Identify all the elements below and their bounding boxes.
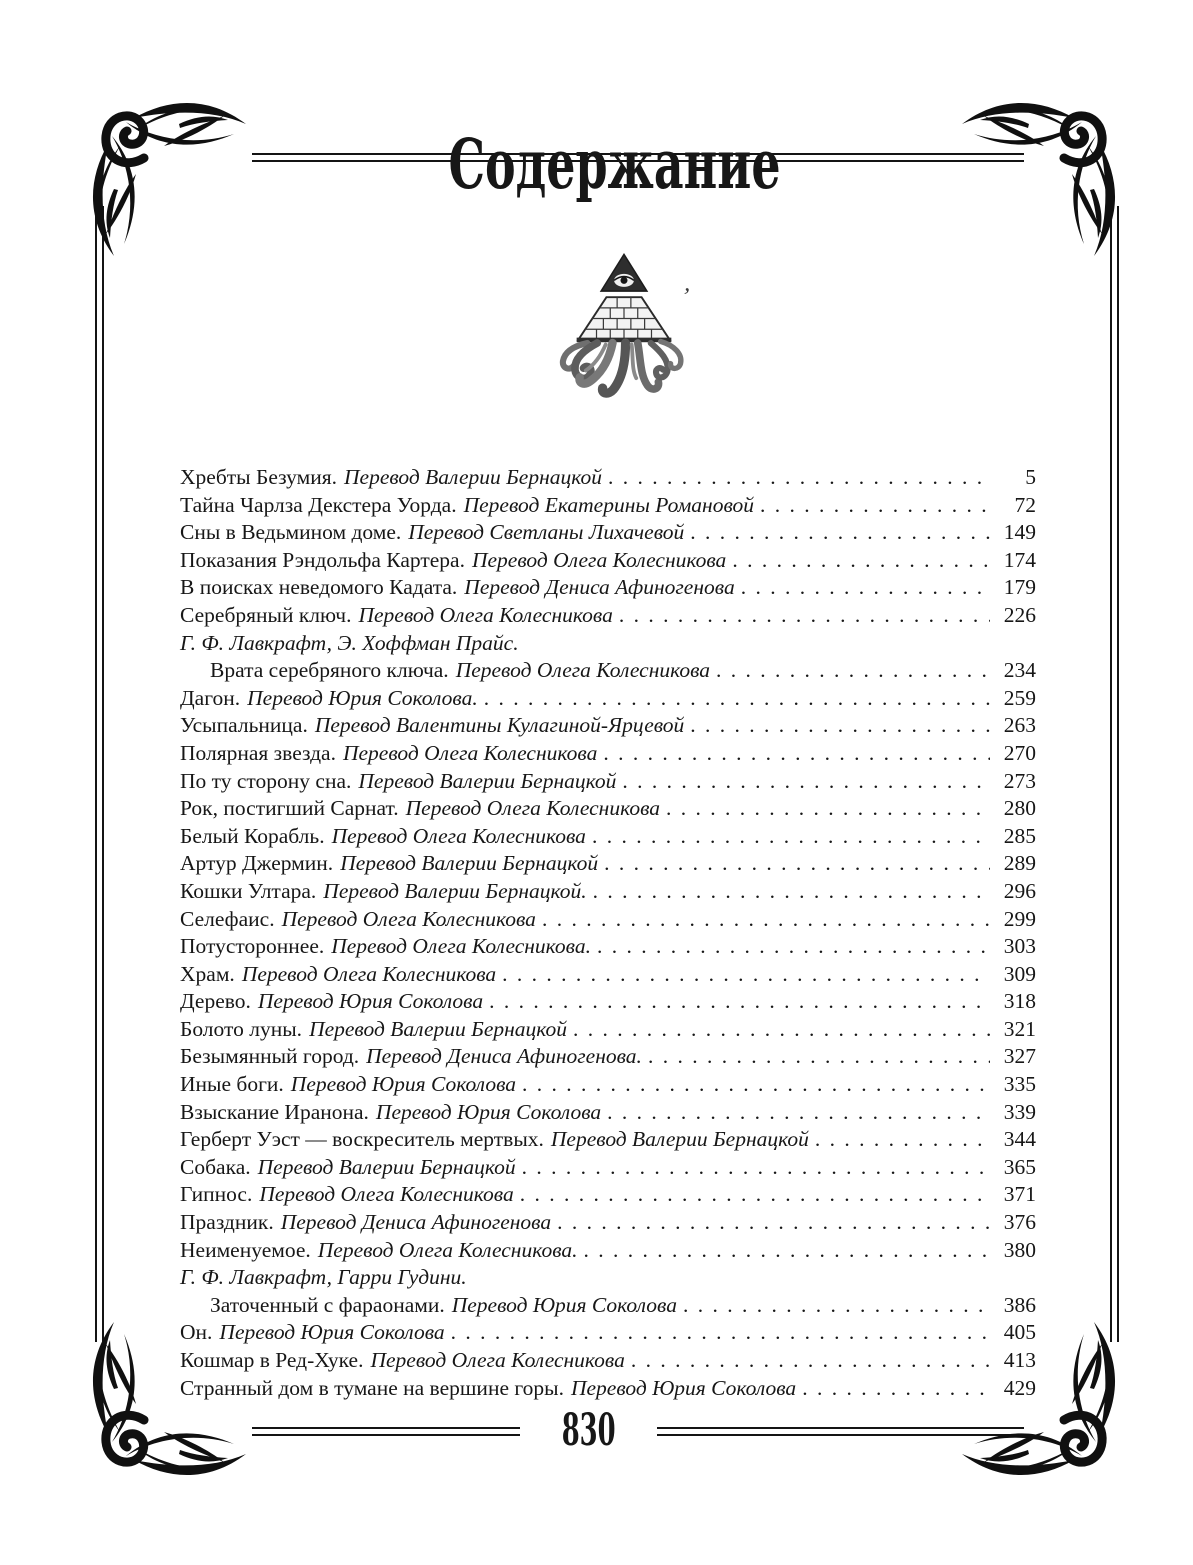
frame-line-bottom-left [252, 1427, 520, 1436]
toc-entry-page-number: 226 [1003, 602, 1036, 627]
toc-entry-page-number: 270 [1003, 740, 1036, 765]
toc-entry [180, 574, 1036, 602]
toc-entry-translator: Перевод Олега Колесникова [455, 658, 711, 683]
toc-entry [180, 740, 1036, 768]
cthulhu-pyramid-eye-icon [540, 246, 708, 414]
toc-entry [180, 602, 1036, 630]
toc-dot-leader [796, 1375, 990, 1403]
toc-entry-page-number: 327 [1003, 1044, 1036, 1069]
toc-entry [180, 464, 1036, 492]
toc-dot-leader [735, 574, 990, 602]
toc-entry-translator: Перевод Екатерины Романовой [463, 492, 755, 517]
toc-entry [180, 1319, 1036, 1347]
toc-entry-title: Странный дом в тумане на вершине горы. [180, 1375, 564, 1400]
toc-entry-title: Заточенный с фараонами. [210, 1292, 445, 1317]
toc-entry-title: Полярная звезда. [180, 740, 336, 765]
toc-dot-leader [625, 1347, 990, 1375]
toc-entry-page-number: 259 [1003, 685, 1036, 710]
toc-entry-title: Он. [180, 1320, 213, 1345]
toc-entry-translator: Перевод Валерии Бернацкой [358, 768, 617, 793]
toc-entry-translator: Перевод Олега Колесникова [370, 1348, 625, 1372]
toc-entry [180, 1099, 1036, 1127]
toc-entry-title: Болото луны. [180, 1016, 303, 1041]
toc-entry-title: Тайна Чарлза Декстера Уорда. [180, 492, 457, 517]
toc-entry-title: Серебряный ключ. [180, 602, 352, 627]
toc-entry [180, 768, 1036, 796]
scan-artifact-mark: ’ [680, 283, 692, 311]
toc-entry-page-number: 321 [1003, 1016, 1036, 1041]
toc-entry [180, 906, 1036, 934]
toc-entry-translator: Перевод Валерии Бернацкой. [323, 878, 587, 903]
toc-entry-title: Храм. [180, 961, 235, 986]
toc-entry [180, 1209, 1036, 1237]
toc-entry-title: Гипнос. [180, 1182, 253, 1207]
toc-entry-page-number: 371 [1003, 1182, 1036, 1207]
toc-entry [180, 1375, 1036, 1403]
toc-entry-translator: Перевод Олега Колесникова [342, 740, 598, 765]
toc-entry-page-number: 296 [1003, 878, 1036, 903]
toc-dot-leader [684, 712, 990, 740]
toc-entry [180, 1071, 1036, 1099]
toc-entry-title: Дагон. [180, 685, 241, 710]
toc-entry [180, 878, 1036, 906]
toc-entry [180, 961, 1036, 989]
toc-entry-page-number: 386 [1003, 1292, 1036, 1317]
toc-entry-page-number: 285 [1003, 823, 1036, 848]
toc-entry-translator: Перевод Юрия Соколова [290, 1072, 517, 1097]
toc-entry [180, 1154, 1036, 1182]
toc-entry-page-number: 234 [1003, 658, 1036, 683]
toc-entry [180, 850, 1036, 878]
toc-entry-translator: Перевод Валентины Кулагиной-Ярцевой [314, 713, 685, 738]
toc-entry-translator: Перевод Олега Колесникова [358, 602, 613, 627]
toc-entry-translator: Перевод Юрия Соколова [219, 1320, 445, 1345]
toc-entry-translator: Перевод Олега Колесникова. [331, 934, 591, 959]
toc-entry-page-number: 303 [1003, 934, 1036, 959]
toc-dot-leader [677, 1292, 990, 1320]
page-title [0, 124, 1193, 206]
toc-entry-translator: Перевод Валерии Бернацкой [550, 1127, 809, 1152]
toc-entry [180, 630, 1036, 658]
toc-entry-translator: Перевод Олега Колесникова [281, 906, 536, 931]
toc-entry-page-number: 149 [1003, 520, 1036, 545]
toc-entry-title: Собака. [180, 1154, 251, 1179]
toc-entry-title: В поисках неведомого Кадата. [180, 575, 458, 600]
toc-entry-translator: Перевод Юрия Соколова [375, 1099, 602, 1124]
toc-entry-page-number: 405 [1003, 1320, 1036, 1345]
toc-dot-leader [754, 492, 990, 520]
toc-entry-translator: Перевод Юрия Соколова [570, 1375, 797, 1400]
toc-entry-title: Дерево. [180, 989, 251, 1014]
toc-dot-leader [516, 1154, 990, 1182]
toc-entry-page-number: 365 [1003, 1154, 1036, 1179]
toc-dot-leader [536, 906, 990, 934]
toc-dot-leader [586, 823, 990, 851]
toc-entry [180, 1347, 1036, 1375]
toc-entry-page-number: 429 [1003, 1375, 1036, 1400]
toc-entry-title: Герберт Уэст — воскреситель мертвых. [180, 1127, 544, 1152]
toc-entry [180, 795, 1036, 823]
toc-entry-title: Кошки Ултара. [180, 878, 317, 903]
toc-entry-title: Г. Ф. Лавкрафт, Э. Хоффман Прайс. [180, 630, 519, 655]
toc-dot-leader [496, 961, 990, 989]
toc-entry-page-number: 413 [1003, 1348, 1036, 1372]
toc-entry-title: Усыпальница. [180, 713, 308, 738]
toc-entry-title: Взыскание Иранона. [180, 1099, 369, 1124]
toc-entry [180, 519, 1036, 547]
toc-entry [180, 1043, 1036, 1071]
toc-entry-title: Хребты Безумия. [180, 465, 338, 489]
toc-entry [180, 1181, 1036, 1209]
toc-entry-title: Сны в Ведьмином доме. [180, 520, 402, 545]
toc-dot-leader [684, 519, 990, 547]
toc-entry-title: Г. Ф. Лавкрафт, Гарри Гудини. [180, 1265, 467, 1290]
toc-entry-page-number: 339 [1003, 1099, 1036, 1124]
toc-dot-leader [514, 1181, 990, 1209]
toc-entry-translator: Перевод Светланы Лихачевой [408, 520, 685, 545]
toc-entry [180, 988, 1036, 1016]
toc-entry [180, 823, 1036, 851]
toc-entry [180, 1237, 1036, 1265]
toc-dot-leader [613, 602, 990, 630]
toc-entry-translator: Перевод Олега Колесникова [259, 1182, 514, 1207]
toc-entry-translator: Перевод Валерии Бернацкой [257, 1154, 516, 1179]
folio-number: 830 [561, 1403, 616, 1456]
toc-entry [180, 933, 1036, 961]
toc-entry-translator: Перевод Дениса Афиногенова [280, 1210, 552, 1235]
toc-dot-leader [726, 547, 990, 575]
folio [520, 1403, 657, 1456]
toc-dot-leader [478, 685, 990, 713]
toc-entry-translator: Перевод Валерии Бернацкой [309, 1016, 568, 1041]
toc-entry-translator: Перевод Юрия Соколова. [247, 685, 478, 710]
toc-dot-leader [578, 1237, 990, 1265]
toc-entry-translator: Перевод Юрия Соколова [257, 989, 484, 1014]
toc-entry-translator: Перевод Юрия Соколова [451, 1292, 677, 1317]
toc-entry-page-number: 5 [1025, 465, 1036, 489]
page-title-text: Содержание [448, 124, 782, 206]
toc-entry-translator: Перевод Олега Колесникова [471, 547, 727, 572]
toc-entry-translator: Перевод Олега Колесникова. [317, 1237, 578, 1262]
toc-entry-page-number: 273 [1003, 768, 1036, 793]
toc-dot-leader [598, 850, 990, 878]
toc-entry-page-number: 376 [1003, 1210, 1036, 1235]
toc-entry-page-number: 318 [1003, 989, 1036, 1014]
toc-entry-title: Кошмар в Ред-Хуке. [180, 1348, 364, 1372]
toc-entry-translator: Перевод Олега Колесникова [241, 961, 497, 986]
toc-entry-title: Потустороннее. [180, 934, 325, 959]
toc-entry-title: Селефаис. [180, 906, 275, 931]
toc-entry [180, 1292, 1036, 1320]
toc-dot-leader [516, 1071, 990, 1099]
toc-dot-leader [597, 740, 990, 768]
toc-entry-title: Безымянный город. [180, 1044, 360, 1069]
toc-entry-page-number: 263 [1003, 713, 1036, 738]
toc-dot-leader [601, 1099, 990, 1127]
toc-entry-page-number: 72 [1014, 492, 1036, 517]
toc-entry-title: Иные боги. [180, 1072, 284, 1097]
toc-entry-page-number: 289 [1003, 851, 1036, 876]
toc-dot-leader [551, 1209, 990, 1237]
toc-entry-page-number: 335 [1003, 1072, 1036, 1097]
toc-dot-leader [660, 795, 990, 823]
toc-dot-leader [445, 1319, 990, 1347]
toc-entry [180, 547, 1036, 575]
toc-entry [180, 1264, 1036, 1292]
toc-entry-title: Белый Корабль. [180, 823, 325, 848]
frame-line-right [1110, 206, 1119, 1342]
toc-entry-page-number: 179 [1003, 575, 1036, 600]
toc-entry-translator: Перевод Валерии Бернацкой [340, 851, 599, 876]
toc-dot-leader [602, 464, 990, 492]
toc-dot-leader [567, 1016, 990, 1044]
toc-dot-leader [587, 878, 990, 906]
toc-entry [180, 1016, 1036, 1044]
toc-entry [180, 657, 1036, 685]
toc-entry-title: Врата серебряного ключа. [210, 658, 449, 683]
toc-entry-page-number: 309 [1003, 961, 1036, 986]
toc-dot-leader [809, 1126, 990, 1154]
toc-entry-title: Рок, постигший Сарнат. [180, 796, 399, 821]
toc-dot-leader [483, 988, 990, 1016]
toc-entry-page-number: 280 [1003, 796, 1036, 821]
toc-entry-title: Артур Джермин. [180, 851, 334, 876]
toc-entry-title: Праздник. [180, 1210, 274, 1235]
toc-entry-page-number: 380 [1003, 1237, 1036, 1262]
toc-entry-translator: Перевод Олега Колесникова [405, 796, 661, 821]
toc-dot-leader [710, 657, 990, 685]
toc-dot-leader [642, 1043, 990, 1071]
toc-list [180, 464, 1036, 1402]
frame-line-left [95, 206, 104, 1342]
toc-entry-page-number: 299 [1003, 906, 1036, 931]
toc-entry [180, 712, 1036, 740]
toc-entry [180, 685, 1036, 713]
toc-dot-leader [591, 933, 990, 961]
toc-entry [180, 1126, 1036, 1154]
toc-entry-title: Показания Рэндольфа Картера. [180, 547, 465, 572]
toc-entry-page-number: 344 [1003, 1127, 1036, 1152]
toc-entry-title: Неименуемое. [180, 1237, 311, 1262]
toc-entry-translator: Перевод Валерии Бернацкой [344, 465, 602, 489]
toc-dot-leader [616, 768, 990, 796]
toc-entry-title: По ту сторону сна. [180, 768, 352, 793]
toc-entry [180, 492, 1036, 520]
toc-entry-translator: Перевод Дениса Афиногенова. [366, 1044, 642, 1069]
toc-entry-page-number: 174 [1003, 547, 1036, 572]
toc-entry-translator: Перевод Олега Колесникова [331, 823, 586, 848]
toc-entry-translator: Перевод Дениса Афиногенова [464, 575, 735, 600]
